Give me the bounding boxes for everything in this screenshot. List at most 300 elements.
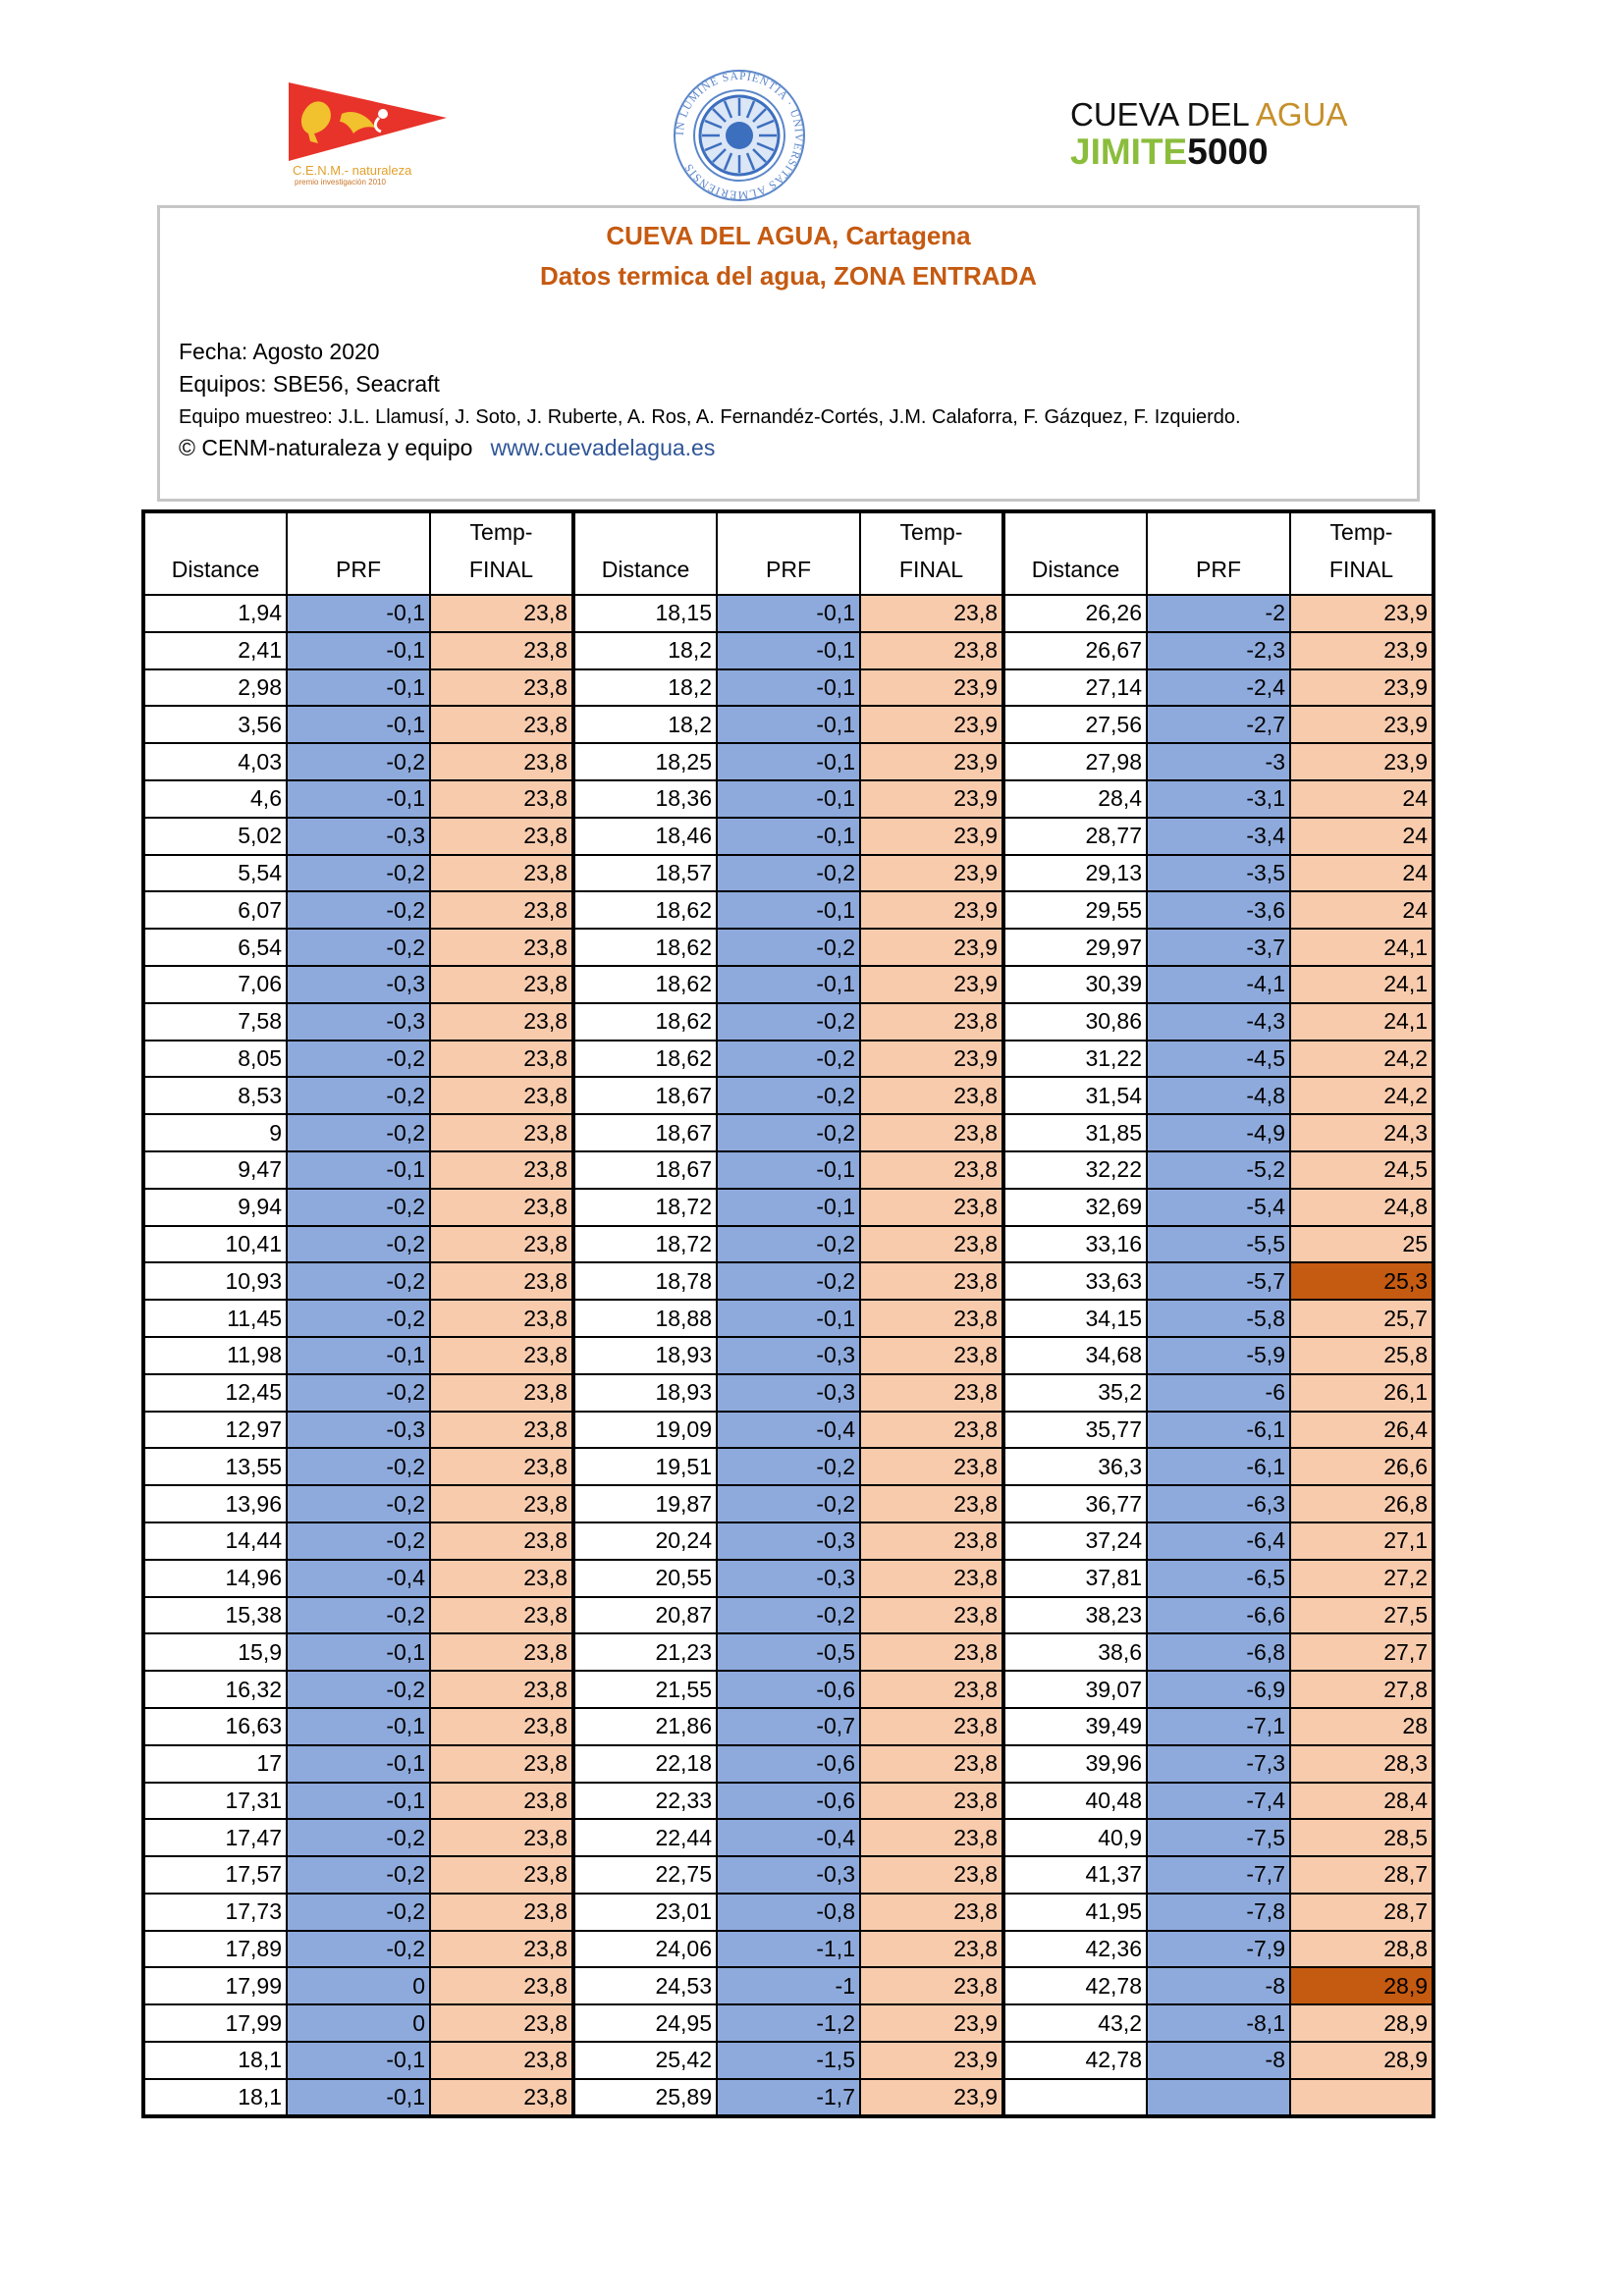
cell-temp-final: 23,8 — [430, 855, 573, 892]
cell-temp-final: 23,8 — [430, 595, 573, 632]
cell-temp-final: 23,9 — [860, 706, 1003, 743]
document-title: CUEVA DEL AGUA, Cartagena — [606, 221, 971, 250]
cell-distance: 18,67 — [573, 1077, 717, 1114]
cell-distance: 40,48 — [1003, 1783, 1147, 1820]
cell-distance: 18,78 — [573, 1262, 717, 1300]
cell-distance: 18,62 — [573, 1003, 717, 1041]
cell-distance: 6,54 — [143, 929, 287, 966]
cell-temp-final: 28,9 — [1290, 1967, 1434, 2004]
cell-prf: -0,2 — [717, 1077, 860, 1114]
cell-temp-final: 24,1 — [1290, 1003, 1434, 1041]
cell-distance: 33,16 — [1003, 1226, 1147, 1263]
cell-temp-final: 23,8 — [860, 1671, 1003, 1708]
cell-temp-final: 23,8 — [430, 929, 573, 966]
cell-distance: 22,44 — [573, 1819, 717, 1856]
cell-distance: 8,05 — [143, 1041, 287, 1078]
cell-distance — [1003, 2079, 1147, 2116]
cell-temp-final: 23,9 — [1290, 632, 1434, 669]
cell-temp-final: 23,9 — [860, 855, 1003, 892]
website-link[interactable]: www.cuevadelagua.es — [490, 435, 716, 460]
cell-prf: -0,2 — [287, 1819, 430, 1856]
cell-distance: 18,1 — [143, 2042, 287, 2079]
cueva-logo-line1 — [1070, 96, 1348, 133]
cell-distance: 25,42 — [573, 2042, 717, 2079]
table-row — [143, 1967, 1434, 2004]
column-header-temp-final — [860, 511, 1003, 595]
cell-prf: -0,6 — [717, 1745, 860, 1783]
university-seal-logo — [671, 67, 808, 204]
cell-prf: -7,5 — [1147, 1819, 1290, 1856]
table-row — [143, 1151, 1434, 1189]
cell-prf: -0,1 — [717, 818, 860, 855]
table-row — [143, 2042, 1434, 2079]
cenm-logo-subtext: premio investigación 2010 — [295, 178, 386, 187]
column-header-temp-final — [1290, 511, 1434, 595]
cell-prf: -1 — [717, 1967, 860, 2004]
cell-temp-final: 23,8 — [430, 1819, 573, 1856]
cell-temp-final: 23,8 — [430, 1041, 573, 1078]
cell-prf: -0,4 — [717, 1412, 860, 1449]
cell-temp-final: 23,8 — [430, 1114, 573, 1151]
cell-distance: 31,54 — [1003, 1077, 1147, 1114]
cell-distance: 18,1 — [143, 2079, 287, 2116]
university-seal-ring-text: IN LUMINE SAPIENTIA · UNIVERSITAS ALMERIENSIS — [674, 70, 805, 201]
cell-temp-final: 23,8 — [430, 1337, 573, 1374]
cell-temp-final: 24,2 — [1290, 1077, 1434, 1114]
cell-prf: -0,2 — [717, 929, 860, 966]
copyright-line — [179, 435, 715, 461]
column-header-line2: Distance — [601, 557, 690, 582]
cell-prf: -0,2 — [287, 1114, 430, 1151]
cell-prf: -0,3 — [717, 1337, 860, 1374]
cell-prf: -6,5 — [1147, 1560, 1290, 1597]
table-row — [143, 2079, 1434, 2116]
cell-temp-final: 27,8 — [1290, 1671, 1434, 1708]
cell-prf: -1,5 — [717, 2042, 860, 2079]
cell-distance: 38,6 — [1003, 1633, 1147, 1671]
cell-prf: -2 — [1147, 595, 1290, 632]
cell-temp-final: 23,9 — [860, 818, 1003, 855]
cell-temp-final: 23,9 — [1290, 669, 1434, 707]
cell-distance: 18,2 — [573, 632, 717, 669]
cell-prf: 0 — [287, 1967, 430, 2004]
cell-prf: -6,3 — [1147, 1485, 1290, 1522]
cell-prf: -0,2 — [287, 1262, 430, 1300]
column-header-distance — [573, 511, 717, 595]
cell-distance: 18,93 — [573, 1337, 717, 1374]
document-subtitle: Datos termica del agua, ZONA ENTRADA — [539, 261, 1038, 291]
cell-temp-final: 26,4 — [1290, 1412, 1434, 1449]
cell-prf: -0,1 — [287, 1633, 430, 1671]
cell-temp-final: 23,8 — [860, 1226, 1003, 1263]
cell-prf: -0,1 — [287, 780, 430, 818]
cell-prf: -0,2 — [287, 1226, 430, 1263]
cell-prf: -1,7 — [717, 2079, 860, 2116]
column-header-line1 — [722, 513, 855, 551]
cell-distance: 7,06 — [143, 966, 287, 1003]
cell-distance: 20,55 — [573, 1560, 717, 1597]
cell-temp-final: 23,8 — [860, 1783, 1003, 1820]
column-header-prf — [1147, 511, 1290, 595]
cell-prf: -5,9 — [1147, 1337, 1290, 1374]
cell-distance: 2,41 — [143, 632, 287, 669]
jimite-logo-number: 5000 — [1187, 132, 1269, 172]
cell-prf: -7,4 — [1147, 1783, 1290, 1820]
cell-prf: -8 — [1147, 1967, 1290, 2004]
cell-temp-final: 23,8 — [860, 1560, 1003, 1597]
cell-prf: -4,3 — [1147, 1003, 1290, 1041]
cell-temp-final: 28,4 — [1290, 1783, 1434, 1820]
cell-temp-final: 26,8 — [1290, 1485, 1434, 1522]
cell-temp-final: 23,8 — [860, 1522, 1003, 1560]
cell-temp-final: 24,3 — [1290, 1114, 1434, 1151]
cell-temp-final: 23,8 — [860, 1337, 1003, 1374]
cell-prf: -3,1 — [1147, 780, 1290, 818]
cell-temp-final: 23,8 — [860, 1448, 1003, 1485]
cell-distance: 9 — [143, 1114, 287, 1151]
column-header-line2: PRF — [336, 557, 381, 582]
column-header-line2: FINAL — [468, 557, 534, 582]
cell-distance: 35,2 — [1003, 1374, 1147, 1412]
cell-distance: 9,47 — [143, 1151, 287, 1189]
cell-distance: 34,15 — [1003, 1300, 1147, 1337]
cell-distance: 10,93 — [143, 1262, 287, 1300]
cell-distance: 41,95 — [1003, 1894, 1147, 1931]
cell-temp-final: 23,8 — [860, 1485, 1003, 1522]
cell-distance: 27,56 — [1003, 706, 1147, 743]
cell-distance: 4,03 — [143, 743, 287, 780]
cell-distance: 29,97 — [1003, 929, 1147, 966]
cell-temp-final: 26,6 — [1290, 1448, 1434, 1485]
cell-prf: -0,3 — [717, 1856, 860, 1894]
cell-distance: 32,22 — [1003, 1151, 1147, 1189]
cell-temp-final: 23,8 — [430, 1671, 573, 1708]
cell-prf: -7,7 — [1147, 1856, 1290, 1894]
cell-distance: 19,87 — [573, 1485, 717, 1522]
equipos-line: Equipos: SBE56, Seacraft — [179, 371, 440, 397]
cell-distance: 42,36 — [1003, 1931, 1147, 1968]
cell-prf: -8 — [1147, 2042, 1290, 2079]
cell-prf: -0,2 — [717, 1262, 860, 1300]
cell-temp-final: 28,5 — [1290, 1819, 1434, 1856]
cell-prf: -2,4 — [1147, 669, 1290, 707]
cell-temp-final: 27,5 — [1290, 1597, 1434, 1634]
cell-prf: -0,4 — [287, 1560, 430, 1597]
cell-distance: 18,25 — [573, 743, 717, 780]
cell-distance: 9,94 — [143, 1189, 287, 1226]
cell-prf: -0,1 — [287, 1745, 430, 1783]
cell-prf: -0,2 — [287, 1374, 430, 1412]
table-row — [143, 1226, 1434, 1263]
table-row — [143, 1337, 1434, 1374]
cell-prf: -2,7 — [1147, 706, 1290, 743]
cell-temp-final: 23,8 — [860, 1819, 1003, 1856]
cell-distance: 7,58 — [143, 1003, 287, 1041]
fecha-line: Fecha: Agosto 2020 — [179, 339, 380, 364]
cell-distance: 37,81 — [1003, 1560, 1147, 1597]
cell-distance: 28,77 — [1003, 818, 1147, 855]
cell-temp-final: 23,8 — [860, 1894, 1003, 1931]
table-row — [143, 1077, 1434, 1114]
cell-prf: -3,7 — [1147, 929, 1290, 966]
cell-distance: 42,78 — [1003, 1967, 1147, 2004]
cell-temp-final: 23,8 — [860, 1189, 1003, 1226]
cell-prf: -4,9 — [1147, 1114, 1290, 1151]
cell-prf: -0,2 — [717, 1041, 860, 1078]
table-row — [143, 1708, 1434, 1745]
cell-prf: -3,6 — [1147, 891, 1290, 929]
table-row — [143, 595, 1434, 632]
cell-temp-final: 23,8 — [860, 1077, 1003, 1114]
column-header-line1: Temp- — [1329, 519, 1393, 545]
cell-distance: 18,67 — [573, 1151, 717, 1189]
cell-prf: -0,2 — [717, 1003, 860, 1041]
cell-temp-final: 23,8 — [860, 1931, 1003, 1968]
cell-distance: 18,88 — [573, 1300, 717, 1337]
cell-prf: -7,8 — [1147, 1894, 1290, 1931]
table-row — [143, 1560, 1434, 1597]
cell-distance: 25,89 — [573, 2079, 717, 2116]
cell-temp-final: 23,8 — [430, 1783, 573, 1820]
cell-prf: -0,1 — [287, 2042, 430, 2079]
cell-prf: -5,5 — [1147, 1226, 1290, 1263]
cell-prf: -0,1 — [717, 1151, 860, 1189]
cueva-jimite-logo — [1070, 96, 1348, 175]
cell-distance: 3,56 — [143, 706, 287, 743]
cell-distance: 24,06 — [573, 1931, 717, 1968]
cell-prf: -0,2 — [717, 1448, 860, 1485]
column-header-line2: Distance — [1031, 557, 1120, 582]
table-row — [143, 1374, 1434, 1412]
cell-prf: -4,5 — [1147, 1041, 1290, 1078]
cell-prf: -0,7 — [717, 1708, 860, 1745]
cueva-logo-agua: AGUA — [1255, 96, 1348, 133]
cell-prf: -0,6 — [717, 1783, 860, 1820]
cell-temp-final: 23,8 — [430, 1745, 573, 1783]
cell-prf: -0,1 — [287, 669, 430, 707]
cell-distance: 39,07 — [1003, 1671, 1147, 1708]
cell-distance: 42,78 — [1003, 2042, 1147, 2079]
table-row — [143, 1300, 1434, 1337]
cell-prf: -4,1 — [1147, 966, 1290, 1003]
cell-temp-final: 23,8 — [430, 1189, 573, 1226]
cell-distance: 39,96 — [1003, 1745, 1147, 1783]
cell-prf: -0,6 — [717, 1671, 860, 1708]
cell-distance: 31,22 — [1003, 1041, 1147, 1078]
cell-distance: 26,67 — [1003, 632, 1147, 669]
cell-prf: -0,1 — [717, 891, 860, 929]
cell-distance: 29,13 — [1003, 855, 1147, 892]
cell-distance: 43,2 — [1003, 2004, 1147, 2042]
cell-prf: 0 — [287, 2004, 430, 2042]
jimite-logo-word: JIMITE — [1070, 132, 1188, 172]
cell-distance: 15,9 — [143, 1633, 287, 1671]
cell-prf: -6,8 — [1147, 1633, 1290, 1671]
cell-distance: 35,77 — [1003, 1412, 1147, 1449]
cell-distance: 17,99 — [143, 1967, 287, 2004]
cell-temp-final: 23,8 — [860, 632, 1003, 669]
cell-temp-final: 23,8 — [430, 1560, 573, 1597]
table-row — [143, 706, 1434, 743]
table-body — [143, 595, 1434, 2116]
table-row — [143, 669, 1434, 707]
cell-temp-final: 23,9 — [860, 891, 1003, 929]
cell-temp-final: 28,9 — [1290, 2042, 1434, 2079]
cell-prf: -0,2 — [287, 1300, 430, 1337]
cell-distance: 6,07 — [143, 891, 287, 929]
equipo-muestreo-line: Equipo muestreo: J.L. Llamusí, J. Soto, J. Ruberte, A. Ros, A. Fernandéz-Cortés, J.M. Calaforra, F. Gázquez, F. Izquierdo. — [179, 406, 1241, 428]
cell-prf — [1147, 2079, 1290, 2116]
cell-prf: -4,8 — [1147, 1077, 1290, 1114]
cell-temp-final: 23,8 — [430, 1151, 573, 1189]
table-row — [143, 1262, 1434, 1300]
cell-prf: -0,4 — [717, 1819, 860, 1856]
cell-temp-final: 24 — [1290, 891, 1434, 929]
cell-distance: 26,26 — [1003, 595, 1147, 632]
cell-prf: -6,6 — [1147, 1597, 1290, 1634]
cell-distance: 29,55 — [1003, 891, 1147, 929]
column-header-line1: Temp- — [899, 519, 963, 545]
cell-distance: 19,09 — [573, 1412, 717, 1449]
cell-prf: -0,2 — [287, 1077, 430, 1114]
cell-distance: 20,87 — [573, 1597, 717, 1634]
cell-temp-final: 23,8 — [430, 1262, 573, 1300]
cell-prf: -0,1 — [287, 632, 430, 669]
table-row — [143, 1522, 1434, 1560]
cell-distance: 11,98 — [143, 1337, 287, 1374]
cell-prf: -0,3 — [717, 1374, 860, 1412]
cell-prf: -8,1 — [1147, 2004, 1290, 2042]
cell-prf: -0,2 — [717, 855, 860, 892]
cell-prf: -0,2 — [717, 1226, 860, 1263]
cell-distance: 18,72 — [573, 1189, 717, 1226]
cell-prf: -0,3 — [717, 1560, 860, 1597]
cell-temp-final: 23,8 — [430, 1077, 573, 1114]
table-header-row — [143, 511, 1434, 595]
table-row — [143, 780, 1434, 818]
cell-distance: 14,96 — [143, 1560, 287, 1597]
cell-distance: 18,2 — [573, 706, 717, 743]
cell-temp-final: 23,8 — [430, 1931, 573, 1968]
cell-temp-final: 23,9 — [860, 2004, 1003, 2042]
cell-prf: -0,2 — [287, 1894, 430, 1931]
cell-temp-final: 23,9 — [860, 2042, 1003, 2079]
cell-prf: -0,8 — [717, 1894, 860, 1931]
cell-temp-final: 23,9 — [860, 780, 1003, 818]
cell-prf: -0,1 — [287, 706, 430, 743]
cell-distance: 17,31 — [143, 1783, 287, 1820]
header-info-box — [157, 205, 1420, 502]
table-row — [143, 2004, 1434, 2042]
university-seal-icon — [671, 67, 808, 204]
column-header-line2: Distance — [171, 557, 260, 582]
cell-distance: 31,85 — [1003, 1114, 1147, 1151]
cell-temp-final: 24 — [1290, 818, 1434, 855]
cenm-logo — [285, 79, 461, 187]
cell-temp-final: 23,8 — [430, 1708, 573, 1745]
cell-temp-final: 23,8 — [430, 2079, 573, 2116]
cell-temp-final: 23,8 — [430, 743, 573, 780]
cell-prf: -0,1 — [717, 780, 860, 818]
cell-distance: 32,69 — [1003, 1189, 1147, 1226]
cell-prf: -0,2 — [287, 1671, 430, 1708]
cell-distance: 18,57 — [573, 855, 717, 892]
cell-prf: -0,1 — [717, 1189, 860, 1226]
cell-temp-final — [1290, 2079, 1434, 2116]
cell-distance: 24,95 — [573, 2004, 717, 2042]
cell-temp-final: 23,9 — [860, 2079, 1003, 2116]
cell-temp-final: 23,8 — [430, 1633, 573, 1671]
cell-temp-final: 23,8 — [430, 2042, 573, 2079]
column-header-line1 — [1009, 513, 1142, 551]
cell-distance: 18,93 — [573, 1374, 717, 1412]
cell-prf: -3,5 — [1147, 855, 1290, 892]
cell-temp-final: 23,8 — [860, 1114, 1003, 1151]
table-row — [143, 1485, 1434, 1522]
cell-temp-final: 23,8 — [860, 1300, 1003, 1337]
cell-temp-final: 23,8 — [860, 1708, 1003, 1745]
cell-temp-final: 23,8 — [430, 1894, 573, 1931]
table-row — [143, 1448, 1434, 1485]
cell-prf: -0,3 — [717, 1522, 860, 1560]
cell-prf: -0,2 — [287, 1856, 430, 1894]
cell-distance: 36,77 — [1003, 1485, 1147, 1522]
cell-prf: -0,5 — [717, 1633, 860, 1671]
cell-distance: 39,49 — [1003, 1708, 1147, 1745]
cell-temp-final: 27,7 — [1290, 1633, 1434, 1671]
cell-prf: -6,4 — [1147, 1522, 1290, 1560]
cell-prf: -0,1 — [717, 966, 860, 1003]
column-header-temp-final — [430, 511, 573, 595]
cell-prf: -5,8 — [1147, 1300, 1290, 1337]
cell-distance: 18,72 — [573, 1226, 717, 1263]
cell-temp-final: 23,8 — [430, 1300, 573, 1337]
column-header-line2: PRF — [766, 557, 811, 582]
cell-distance: 18,15 — [573, 595, 717, 632]
cell-distance: 8,53 — [143, 1077, 287, 1114]
cell-prf: -0,1 — [717, 632, 860, 669]
cell-distance: 41,37 — [1003, 1856, 1147, 1894]
cell-temp-final: 28,9 — [1290, 2004, 1434, 2042]
table-row — [143, 1931, 1434, 1968]
cell-prf: -0,2 — [287, 1522, 430, 1560]
cell-distance: 20,24 — [573, 1522, 717, 1560]
cell-temp-final: 23,8 — [430, 1522, 573, 1560]
cell-distance: 16,32 — [143, 1671, 287, 1708]
table-row — [143, 1783, 1434, 1820]
cell-temp-final: 24,8 — [1290, 1189, 1434, 1226]
cell-prf: -0,3 — [287, 1003, 430, 1041]
cell-temp-final: 23,9 — [860, 966, 1003, 1003]
cell-prf: -0,2 — [287, 1597, 430, 1634]
cell-prf: -6,1 — [1147, 1448, 1290, 1485]
table-row — [143, 1856, 1434, 1894]
cell-temp-final: 23,8 — [860, 1374, 1003, 1412]
cell-prf: -0,1 — [717, 595, 860, 632]
cell-distance: 23,01 — [573, 1894, 717, 1931]
cell-prf: -6,1 — [1147, 1412, 1290, 1449]
cell-distance: 22,33 — [573, 1783, 717, 1820]
cell-prf: -0,1 — [287, 1783, 430, 1820]
cell-prf: -1,1 — [717, 1931, 860, 1968]
cell-distance: 18,2 — [573, 669, 717, 707]
cell-prf: -6 — [1147, 1374, 1290, 1412]
cell-prf: -3,4 — [1147, 818, 1290, 855]
cell-prf: -7,9 — [1147, 1931, 1290, 1968]
cell-temp-final: 23,8 — [430, 669, 573, 707]
cell-temp-final: 24,1 — [1290, 966, 1434, 1003]
table-row — [143, 1633, 1434, 1671]
